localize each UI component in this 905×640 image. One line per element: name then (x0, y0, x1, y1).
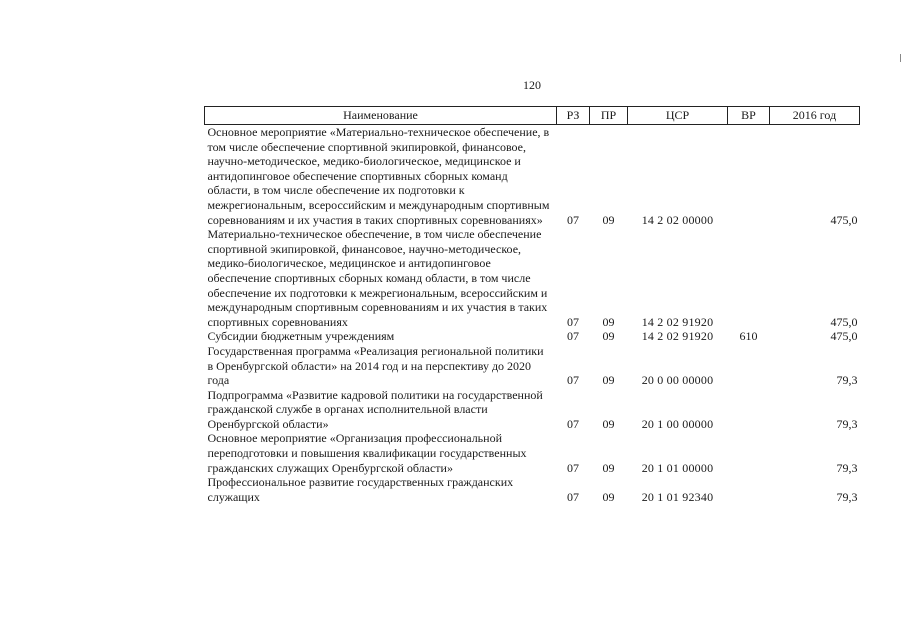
row-sum: 475,0 (830, 329, 858, 344)
row-csr: 20 1 00 00000 (641, 416, 714, 431)
budget-table (204, 106, 860, 504)
row-rz: 07 (567, 489, 579, 504)
row-rz: 07 (567, 460, 579, 475)
row-pr: 09 (602, 314, 615, 329)
row-csr: 14 2 02 91920 (641, 329, 714, 344)
row-pr: 09 (602, 416, 615, 431)
row-rz: 07 (567, 416, 579, 431)
row-vr (728, 344, 770, 388)
scan-edge-mark (900, 54, 901, 62)
header-vr: ВР (728, 107, 770, 125)
table-row (205, 125, 860, 228)
table-row (205, 431, 860, 475)
row-sum: 79,3 (836, 489, 858, 504)
row-rz: 07 (567, 329, 579, 344)
page-number: 120 (523, 78, 541, 92)
row-name: Государственная программа «Реализация региональной политики в Оренбургской области» на 2014 год и на перспективу до 2020 года (207, 343, 544, 388)
row-pr: 09 (602, 212, 615, 227)
row-csr: 14 2 02 91920 (641, 314, 714, 329)
row-name: Основное мероприятие «Организация профессиональной переподготовки и повышения квалификации государственных гражданских служащих Оренбургской области» (207, 431, 527, 475)
row-rz: 07 (567, 212, 579, 227)
table-row (205, 227, 860, 329)
header-pr: ПР (590, 107, 628, 125)
row-vr (728, 431, 770, 475)
row-pr: 09 (602, 489, 615, 504)
row-vr (728, 227, 770, 329)
table-row (205, 329, 860, 344)
row-sum: 79,3 (836, 416, 858, 431)
row-rz: 07 (567, 314, 579, 329)
row-vr (728, 125, 770, 228)
header-csr: ЦСР (628, 107, 728, 125)
table-header (205, 107, 860, 125)
row-name: Материально-техническое обеспечение, в том числе обеспечение спортивной экипировкой, финансовое, научно-методическое, медико-биологическое, медицинское и антидопинговое обеспечение спортивных сборных команд области, в том числе обеспечение их подготовки к межрегиональным, всероссийским и международным спортивным соревнованиям и их участия в таких спортивных соревнованиях (207, 227, 548, 329)
row-csr: 20 1 01 92340 (641, 489, 714, 504)
row-name: Подпрограмма «Развитие кадровой политики на государственной гражданской службе в органах исполнительной власти Оренбургской области» (207, 387, 543, 431)
row-sum: 79,3 (836, 460, 858, 475)
table-body (205, 125, 860, 505)
table-header-row (205, 107, 860, 125)
row-sum: 475,0 (830, 314, 858, 329)
row-name: Основное мероприятие «Материально-техническое обеспечение, в том числе обеспечение спортивной экипировкой, финансовое, научно-методическое, медико-биологическое, медицинское и антидопинговое обеспечение спортивных сборных команд области, в том числе обеспечение их подготовки к межрегиональным, всероссийским и международным спортивным соревнованиям и их участия в таких спортивных соревнованиях» (207, 125, 550, 227)
header-name: Наименование (205, 107, 557, 125)
row-csr: 14 2 02 00000 (641, 212, 714, 227)
row-csr: 20 1 01 00000 (641, 460, 714, 475)
row-sum: 475,0 (830, 212, 858, 227)
row-vr (728, 475, 770, 504)
header-sum: 2016 год (770, 107, 860, 125)
row-pr: 09 (602, 373, 615, 388)
row-name: Субсидии бюджетным учреждениям (207, 329, 395, 344)
table-row (205, 344, 860, 388)
header-rz: РЗ (557, 107, 590, 125)
row-sum: 79,3 (836, 373, 858, 388)
row-rz: 07 (567, 373, 579, 388)
table-row (205, 475, 860, 504)
row-pr: 09 (602, 329, 615, 344)
row-vr (728, 388, 770, 432)
row-vr: 610 (739, 329, 758, 344)
row-name: Профессиональное развитие государственных гражданских служащих (207, 475, 514, 504)
row-csr: 20 0 00 00000 (641, 373, 714, 388)
row-pr: 09 (602, 460, 615, 475)
table-row (205, 388, 860, 432)
